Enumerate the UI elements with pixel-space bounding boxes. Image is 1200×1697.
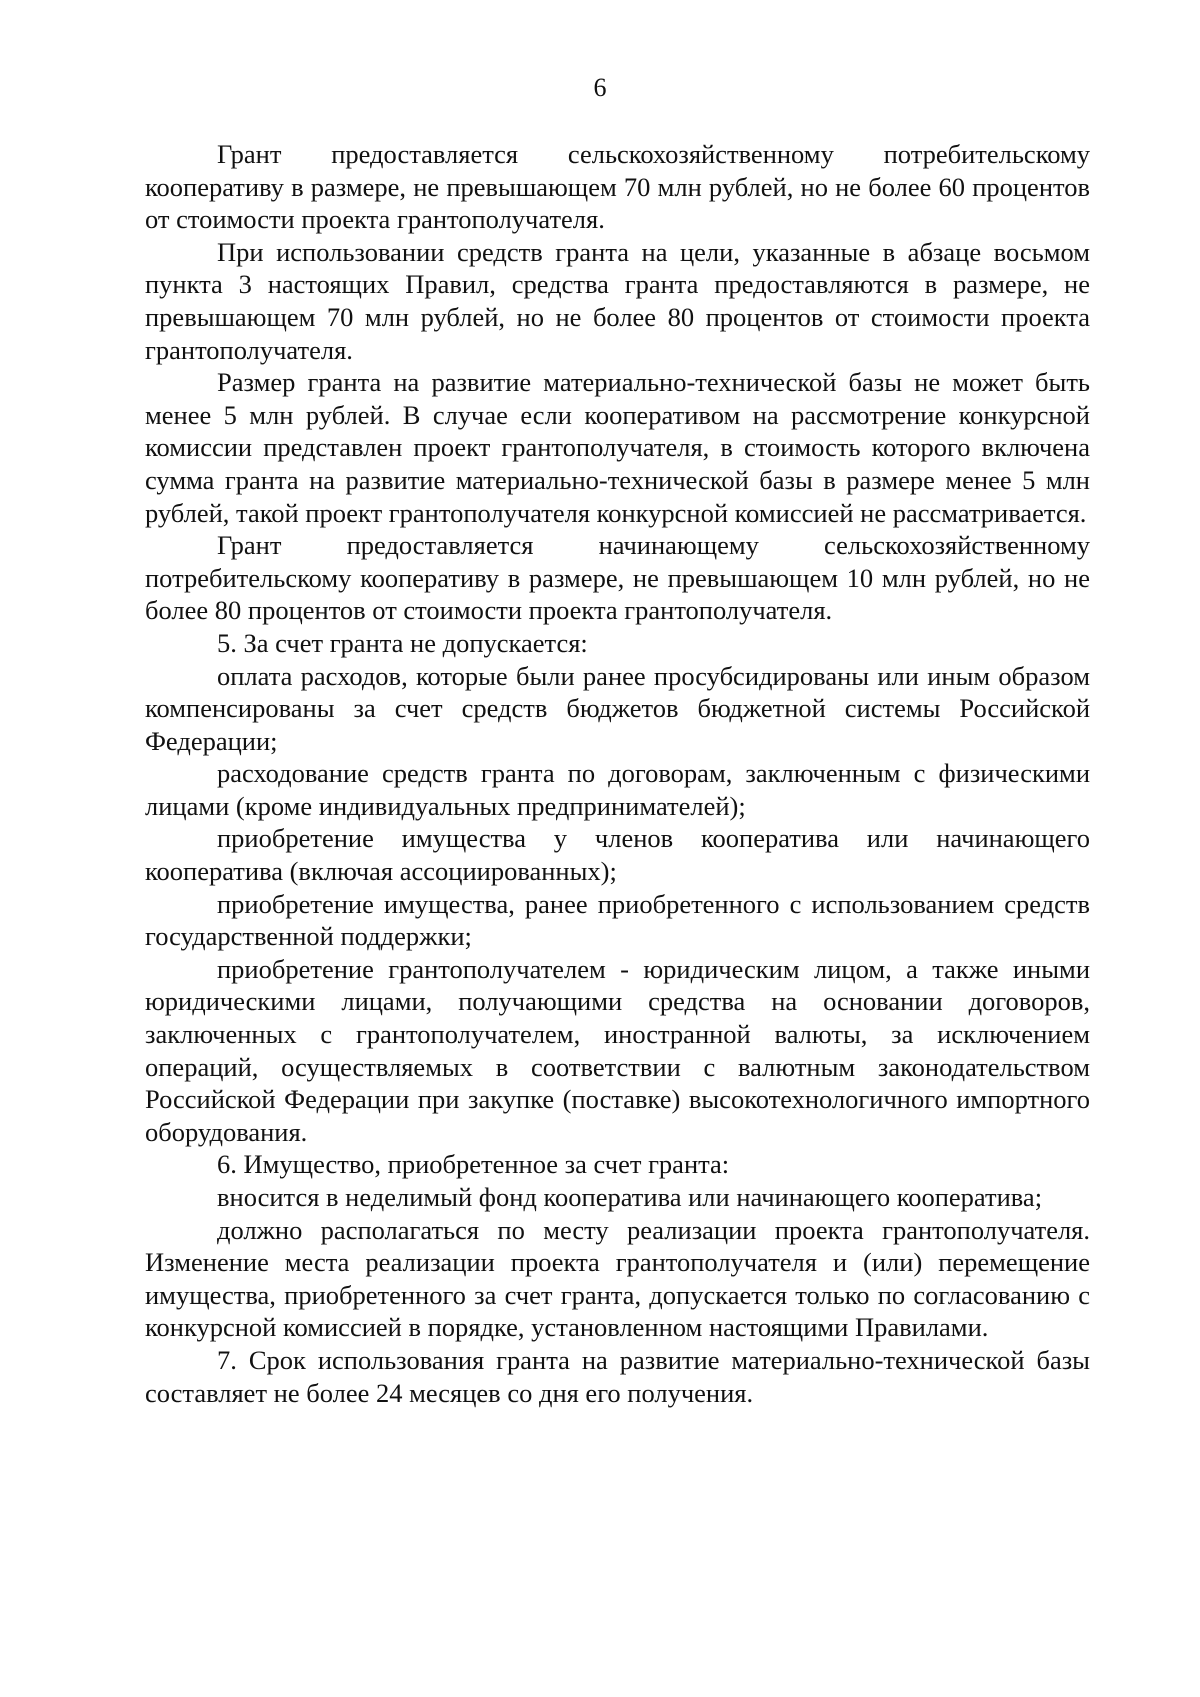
list-item: вносится в неделимый фонд кооператива или начинающего кооператива; <box>217 1182 1043 1212</box>
paragraph-grant-cooperative: Грант предоставляется сельскохозяйственному потребительскому кооперативу в размере, не превышающем 70 млн рублей, но не более 60 процентов от стоимости проекта грантополучателя. <box>145 139 1090 235</box>
paragraph-grant-new-cooperative: Грант предоставляется начинающему сельскохозяйственному потребительскому кооперативу в размере, не превышающем 10 млн рублей, но не более 80 процентов от стоимости проекта грантополучателя. <box>145 530 1090 626</box>
list-item: оплата расходов, которые были ранее просубсидированы или иным образом компенсированы за счет средств бюджетов бюджетной системы Российской Федерации; <box>145 660 1090 756</box>
document-body <box>145 138 1090 1409</box>
paragraph-grant-purposes: При использовании средств гранта на цели, указанные в абзаце восьмом пункта 3 настоящих Правил, средства гранта предоставляются в размере, не превышающем 70 млн рублей, но не более 80 процентов от стоимости проекта грантополучателя. <box>145 236 1090 365</box>
list-item: должно располагаться по месту реализации проекта грантополучателя. Изменение места реализации проекта грантополучателя и (или) перемещение имущества, приобретенного за счет гранта, допускается только по согласованию с конкурсной комиссией в порядке, установленном настоящими Правилами. <box>145 1214 1090 1343</box>
list-item: приобретение имущества, ранее приобретенного с использованием средств государственной поддержки; <box>145 888 1090 952</box>
list-item: приобретение имущества у членов кооператива или начинающего кооператива (включая ассоциированных); <box>145 823 1090 887</box>
clause-5-heading: 5. За счет гранта не допускается: <box>217 627 588 658</box>
page-number: 6 <box>593 73 607 102</box>
clause-6-heading: 6. Имущество, приобретенное за счет гранта: <box>217 1149 730 1180</box>
list-item: приобретение грантополучателем - юридическим лицом, а также иными юридическими лицами, получающими средства на основании договоров, заключенных с грантополучателем, иностранной валюты, за исключением операций, осуществляемых в соответствии с валютным законодательством Российской Федерации при закупке (поставке) высокотехнологичного импортного оборудования. <box>145 953 1090 1147</box>
clause-7-paragraph: 7. Срок использования гранта на развитие материально-технической базы составляет не более 24 месяцев со дня его получения. <box>145 1344 1090 1408</box>
list-item: расходование средств гранта по договорам, заключенным с физическими лицами (кроме индивидуальных предпринимателей); <box>145 758 1090 821</box>
paragraph-grant-minimum: Размер гранта на развитие материально-технической базы не может быть менее 5 млн рублей. В случае если кооперативом на рассмотрение конкурсной комиссии представлен проект грантополучателя, в стоимость которого включена сумма гранта на развитие материально-технической базы в размере менее 5 млн рублей, такой проект грантополучателя конкурсной комиссией не рассматривается. <box>145 367 1090 528</box>
